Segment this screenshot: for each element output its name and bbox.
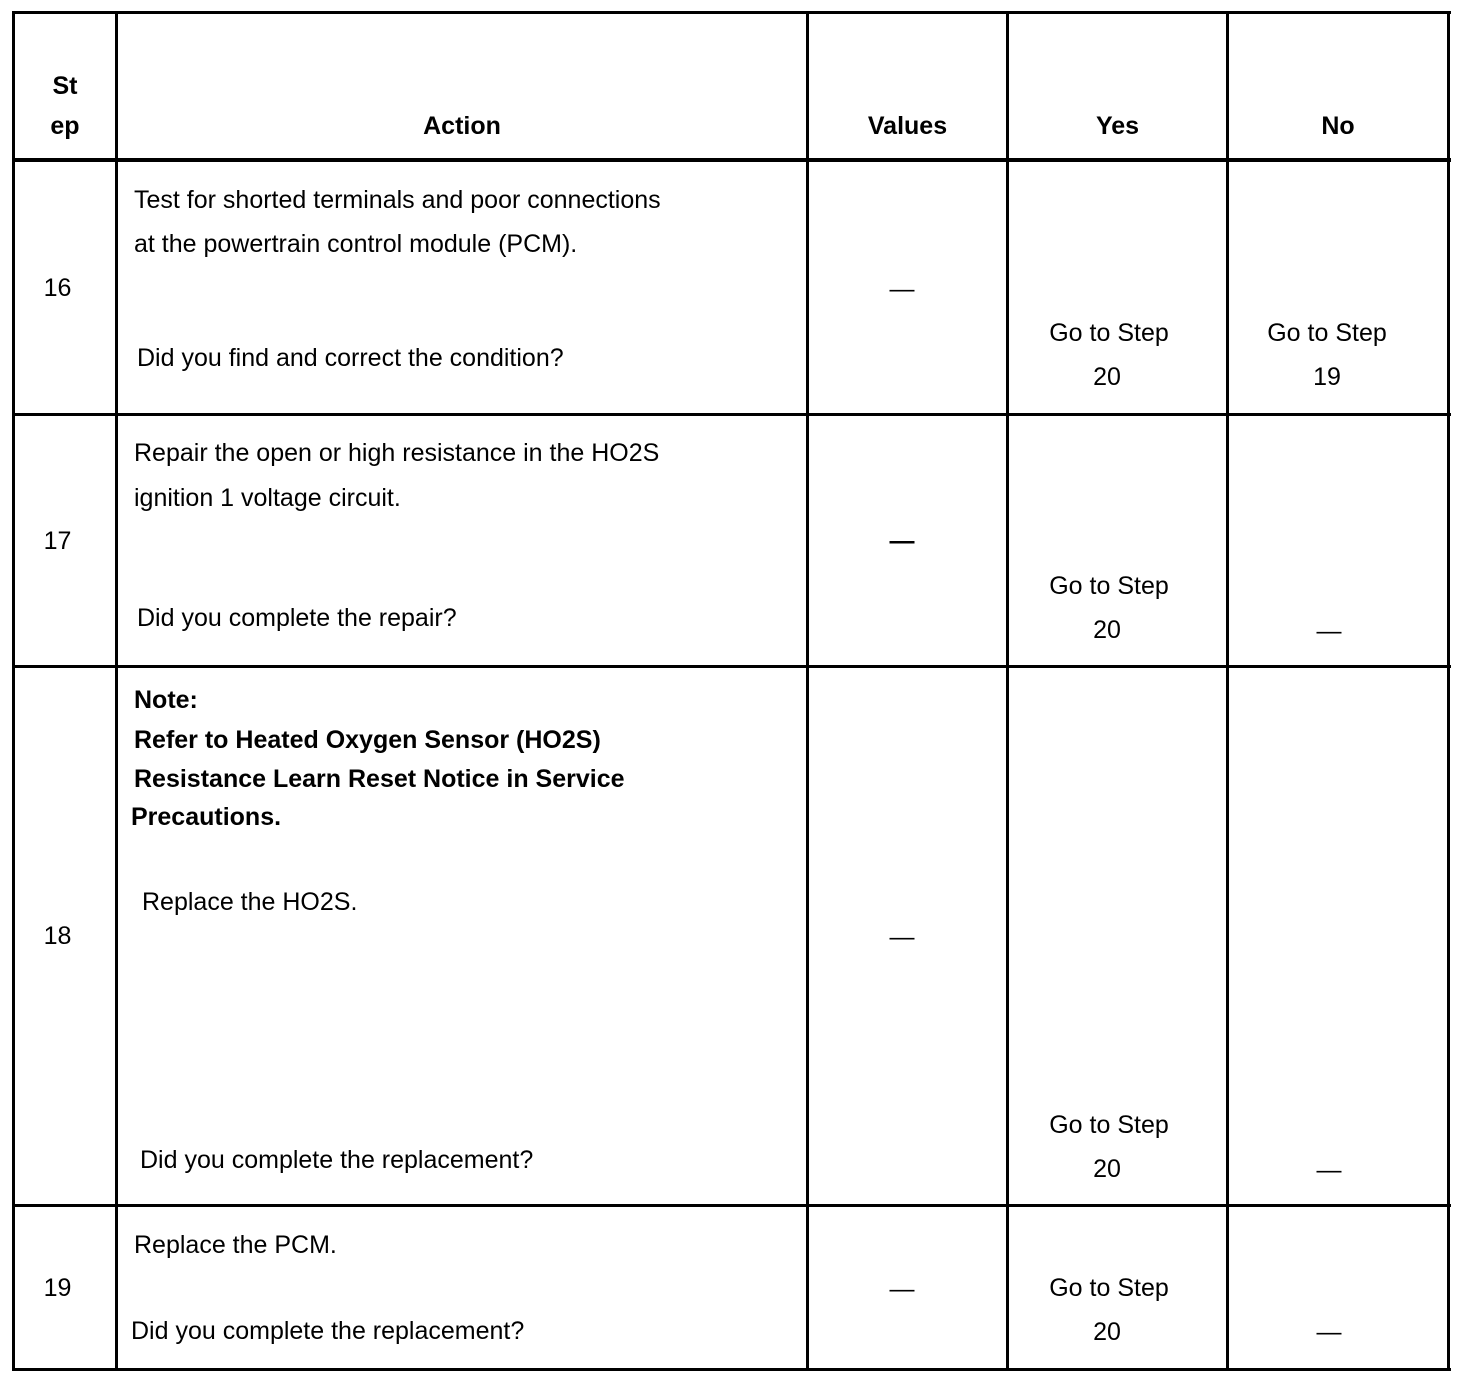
no-dash: — <box>1316 1318 1342 1346</box>
header-divider <box>12 158 1451 162</box>
note-text: Resistance Learn Reset Notice in Service <box>134 765 625 793</box>
question-text: Did you complete the repair? <box>137 604 457 632</box>
action-text: Test for shorted terminals and poor connections <box>134 186 661 214</box>
no-action: Go to Step <box>1267 319 1387 347</box>
table-border-left <box>12 11 15 1371</box>
yes-action: 20 <box>1093 363 1121 391</box>
no-action: 19 <box>1313 363 1341 391</box>
question-text: Did you find and correct the condition? <box>137 344 564 372</box>
question-text: Did you complete the replacement? <box>140 1146 534 1174</box>
question-text: Did you complete the replacement? <box>131 1317 525 1345</box>
table-border-bottom <box>12 1368 1451 1371</box>
table-border-top <box>12 11 1451 14</box>
action-text: at the powertrain control module (PCM). <box>134 230 578 258</box>
yes-action: 20 <box>1093 1318 1121 1346</box>
yes-action: Go to Step <box>1049 1111 1169 1139</box>
header-yes: Yes <box>1095 112 1140 140</box>
header-no: No <box>1321 112 1355 140</box>
row-divider <box>12 413 1451 416</box>
yes-action: Go to Step <box>1049 1274 1169 1302</box>
step-number: 17 <box>43 527 72 555</box>
row-divider <box>12 665 1451 668</box>
no-dash: — <box>1316 1156 1342 1184</box>
no-dash: — <box>1316 617 1342 645</box>
note-text: Precautions. <box>131 803 282 831</box>
value-dash: — <box>889 923 915 951</box>
step-number: 18 <box>43 922 72 950</box>
row-divider <box>12 1204 1451 1207</box>
yes-action: Go to Step <box>1049 319 1169 347</box>
yes-action: Go to Step <box>1049 572 1169 600</box>
header-values: Values <box>867 112 948 140</box>
value-dash: — <box>889 527 915 555</box>
yes-action: 20 <box>1093 1155 1121 1183</box>
column-divider <box>806 11 809 1371</box>
table-border-right <box>1447 11 1450 1371</box>
action-text: Repair the open or high resistance in the HO2S <box>134 439 660 467</box>
action-text: Replace the HO2S. <box>142 888 358 916</box>
action-text: Replace the PCM. <box>134 1231 337 1259</box>
header-step-line2: ep <box>50 112 80 140</box>
step-number: 19 <box>43 1274 72 1302</box>
step-number: 16 <box>43 274 72 302</box>
value-dash: — <box>889 1275 915 1303</box>
note-label: Note: <box>134 686 198 714</box>
header-action: Action <box>423 112 501 140</box>
note-text: Refer to Heated Oxygen Sensor (HO2S) <box>134 726 601 754</box>
yes-action: 20 <box>1093 616 1121 644</box>
column-divider <box>115 11 118 1371</box>
action-text: ignition 1 voltage circuit. <box>134 484 401 512</box>
header-step-line1: St <box>52 72 78 100</box>
value-dash: — <box>889 275 915 303</box>
